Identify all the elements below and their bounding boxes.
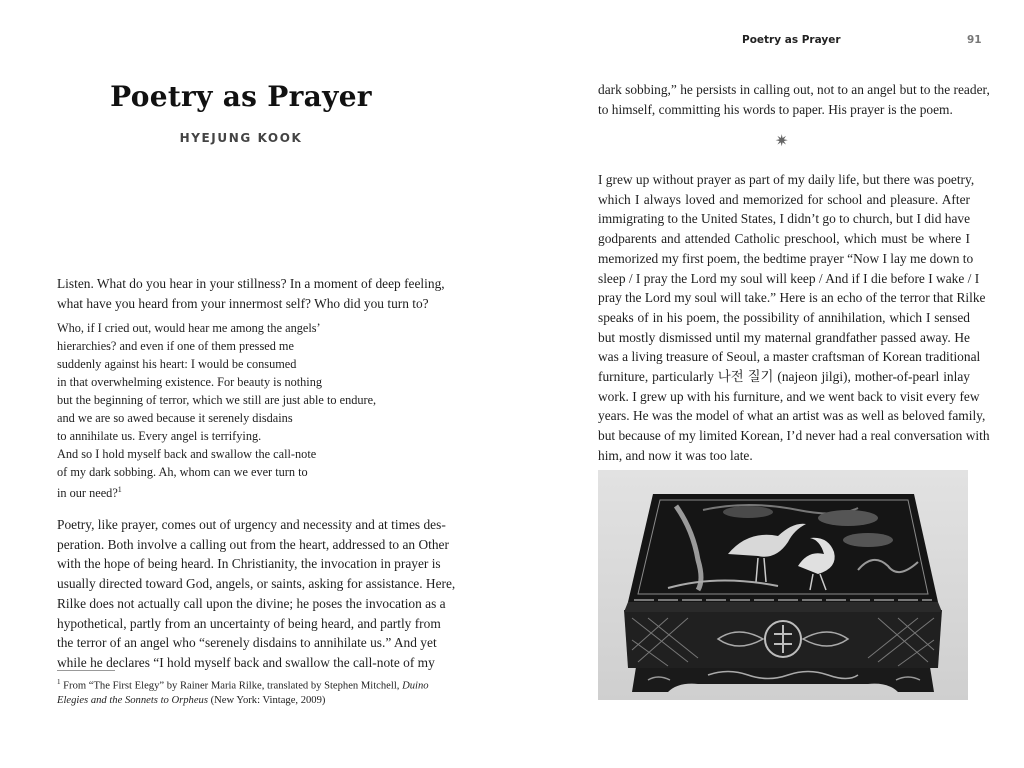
body-paragraph xyxy=(598,170,990,466)
footnote-title-italic: Duino xyxy=(402,680,429,692)
poem-line: suddenly against his heart: I would be consumed xyxy=(57,357,297,371)
lacquer-box-photo xyxy=(598,470,968,700)
text-line: speaks of in his poem, the possibility of annihilation, which I sensed xyxy=(598,309,970,325)
poem-line: of my dark sobbing. Ah, whom can we ever turn to xyxy=(57,465,308,479)
text-line: pray the Lord my soul will take.” Here is an echo of the terror that Rilke xyxy=(598,290,986,306)
text-line: him, and now it was too late. xyxy=(598,447,753,463)
text-line: peration. Both involve a calling out from the heart, addressed to an Other xyxy=(57,536,449,552)
text-line: sleep / I pray the Lord my soul will keep / And if I die before I wake / I xyxy=(598,270,980,286)
text-line: immigrating to the United States, I didn’t go to church, but I did have xyxy=(598,211,971,227)
poem-line: And so I hold myself back and swallow the call-note xyxy=(57,447,317,461)
footnote-text: From “The First Elegy” by Rainer Maria Rilke, translated by Stephen Mitchell, xyxy=(60,680,403,692)
footnote-title-italic: Elegies and the Sonnets to Orpheus xyxy=(57,695,208,707)
text-line: Listen. What do you hear in your stillness? In a moment of deep feeling, xyxy=(57,276,445,291)
footnote-publication: (New York: Vintage, 2009) xyxy=(207,695,326,707)
text-line: dark sobbing,” he persists in calling out, not to an angel but to the reader, xyxy=(598,82,990,97)
footnote-reference[interactable]: 1 xyxy=(117,485,122,494)
poem-line: and we are so awed because it serenely disdains xyxy=(57,411,293,425)
page-number: 91 xyxy=(967,34,982,46)
poem-line: to annihilate us. Every angel is terrifying. xyxy=(57,429,262,443)
footnote xyxy=(57,675,437,709)
poem-line-last xyxy=(57,481,376,502)
text-line: while he declares “I hold myself back and swallow the call-note of my xyxy=(57,654,435,670)
continuation-paragraph xyxy=(598,80,990,119)
text-line: but because of my limited Korean, I’d never had a real conversation with xyxy=(598,428,990,444)
text-line: which I always loved and memorized for school and pleasure. After xyxy=(598,191,970,207)
text-line: was a living treasure of Seoul, a master craftsman of Korean traditional xyxy=(598,349,981,365)
text-line: to himself, committing his words to paper. His prayer is the poem. xyxy=(598,101,953,117)
poem-quote xyxy=(57,319,376,502)
text-line: furniture, particularly 나전 질기 (najeon jilgi), mother-of-pearl inlay xyxy=(598,369,970,385)
text-line: Rilke does not actually call upon the divine; he poses the invocation as a xyxy=(57,595,446,611)
text-line: memorized my first poem, the bedtime prayer “Now I lay me down to xyxy=(598,250,974,266)
text-line: with the hope of being heard. In Christianity, the invocation in prayer is xyxy=(57,556,441,572)
running-head: Poetry as Prayer xyxy=(742,34,841,46)
text-line: but mostly dismissed until my maternal grandfather passed away. He xyxy=(598,329,970,345)
section-break-ornament-icon: ✷ xyxy=(775,133,789,150)
text-line: usually directed toward God, angels, or saints, asking for assistance. Here, xyxy=(57,576,456,592)
inlaid-box-illustration xyxy=(598,470,968,700)
essay-title: Poetry as Prayer xyxy=(110,80,372,113)
text-line: what have you heard from your innermost self? Who did you turn to? xyxy=(57,295,429,311)
footnote-divider xyxy=(57,670,115,671)
poem-line: but the beginning of terror, which we still are just able to endure, xyxy=(57,393,377,407)
right-page xyxy=(512,0,1024,768)
text-line: godparents and attended Catholic preschool, which must be where I xyxy=(598,231,970,247)
text-line: the terror of an angel who “serenely disdains to annihilate us.” And yet xyxy=(57,635,437,651)
text-line: years. He was the model of what an artist was as well as beloved family, xyxy=(598,408,986,424)
poem-line-text: in our need? xyxy=(57,486,118,501)
intro-paragraph xyxy=(57,274,445,313)
text-line: work. I grew up with his furniture, and we went back to visit every few xyxy=(598,388,980,404)
text-line: hypothetical, partly from an uncertainty of being heard, and partly from xyxy=(57,615,441,631)
poem-line: Who, if I cried out, would hear me among the angels’ xyxy=(57,321,321,335)
poem-line: hierarchies? and even if one of them pressed me xyxy=(57,339,294,353)
body-paragraph xyxy=(57,515,456,673)
text-line: I grew up without prayer as part of my daily life, but there was poetry, xyxy=(598,172,975,187)
poem-line: in that overwhelming existence. For beauty is nothing xyxy=(57,375,323,389)
footnote-mark: 1 xyxy=(57,678,61,686)
author-name: HYEJUNG KOOK xyxy=(179,131,303,145)
text-line: Poetry, like prayer, comes out of urgency and necessity and at times des- xyxy=(57,517,446,532)
